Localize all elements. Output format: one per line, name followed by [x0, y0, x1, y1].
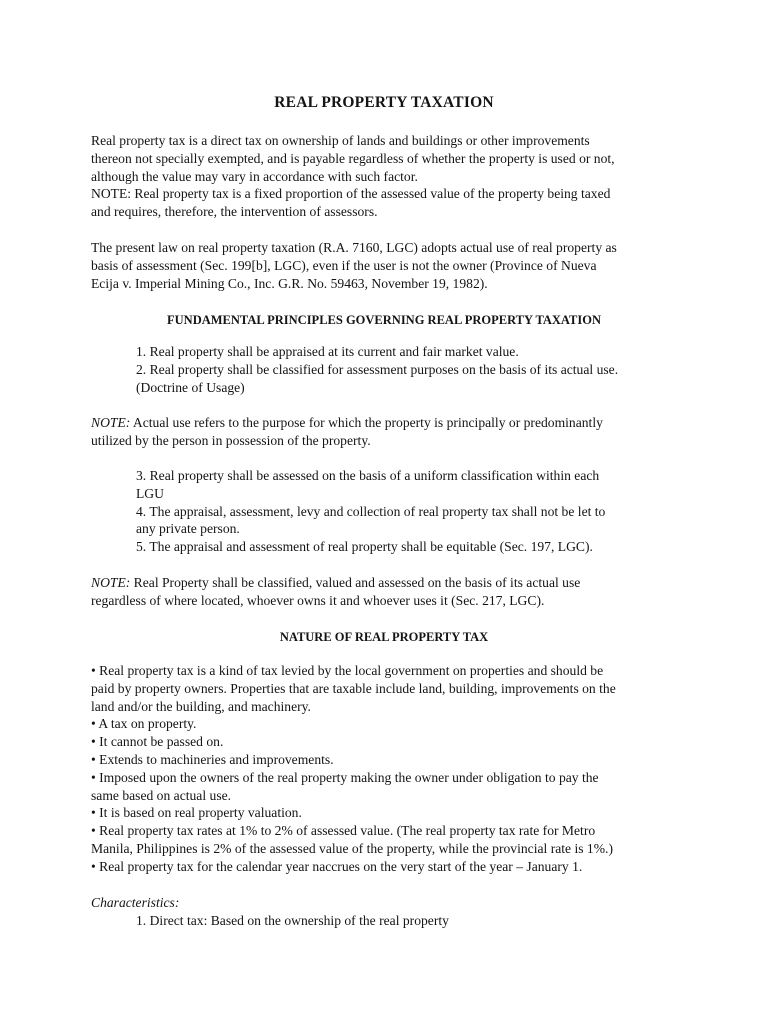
text-line: although the value may vary in accordance with such factor. — [91, 168, 418, 184]
note-label: NOTE: — [91, 575, 131, 590]
nature-bullet-list — [91, 662, 691, 876]
list-item: 1. Real property shall be appraised at its current and fair market value. — [136, 344, 519, 359]
list-item: 4. The appraisal, assessment, levy and collection of real property tax shall not be let to — [136, 503, 606, 519]
list-item: 1. Direct tax: Based on the ownership of the real property — [136, 913, 449, 928]
principles-heading: FUNDAMENTAL PRINCIPLES GOVERNING REAL PROPERTY TAXATION — [167, 313, 601, 327]
document-title: REAL PROPERTY TAXATION — [274, 94, 494, 111]
list-item: 2. Real property shall be classified for assessment purposes on the basis of its actual use. — [136, 361, 619, 377]
bullet-item: • Real property tax is a kind of tax levied by the local government on properties and should be — [91, 663, 604, 678]
list-item-continued: any private person. — [136, 521, 240, 537]
bullet-item-continued: land and/or the building, and machinery. — [91, 698, 311, 714]
text-line: NOTE: Real property tax is a fixed proportion of the assessed value of the property being taxed — [91, 186, 611, 202]
text-line: and requires, therefore, the intervention of assessors. — [91, 204, 378, 220]
bullet-item: • Real property tax rates at 1% to 2% of assessed value. (The real property tax rate for Metro — [91, 823, 596, 839]
section-label: Characteristics: — [91, 895, 180, 910]
bullet-item: • Extends to machineries and improvements. — [91, 751, 334, 767]
text-line: thereon not specially exempted, and is payable regardless of whether the property is used or not, — [91, 150, 615, 166]
characteristics-label — [91, 894, 691, 912]
list-item: 5. The appraisal and assessment of real property shall be equitable (Sec. 197, LGC). — [136, 539, 593, 555]
text-line: regardless of where located, whoever owns it and whoever uses it (Sec. 217, LGC). — [91, 592, 545, 608]
text-line — [91, 414, 691, 432]
bullet-item: • It is based on real property valuation. — [91, 805, 302, 821]
bullet-item-continued: Manila, Philippines is 2% of the assessed value of the property, while the provincial rate is 1%.) — [91, 840, 613, 856]
bullet-item-continued: paid by property owners. Properties that are taxable include land, building, improvements on the — [91, 680, 616, 696]
intro-paragraph — [91, 132, 691, 221]
bullet-item: • A tax on property. — [91, 716, 197, 732]
note-label: NOTE: — [91, 415, 131, 430]
principles-list-a — [136, 343, 676, 396]
note-text: Real Property shall be classified, valued and assessed on the basis of its actual use — [130, 575, 581, 590]
note-classification — [91, 574, 691, 610]
note-text: Actual use refers to the purpose for which the property is principally or predominantly — [130, 415, 603, 430]
text-line: Ecija v. Imperial Mining Co., Inc. G.R. No. 59463, November 19, 1982). — [91, 275, 488, 291]
characteristics-list — [136, 912, 676, 930]
text-line — [91, 574, 691, 592]
text-line: The present law on real property taxation (R.A. 7160, LGC) adopts actual use of real property as — [91, 240, 617, 255]
text-line: utilized by the person in possession of the property. — [91, 432, 371, 448]
list-item: 3. Real property shall be assessed on the basis of a uniform classification within each — [136, 468, 600, 483]
bullet-item: • It cannot be passed on. — [91, 734, 224, 750]
list-item-continued: (Doctrine of Usage) — [136, 379, 245, 395]
note-actual-use — [91, 414, 691, 450]
text-line: Real property tax is a direct tax on ownership of lands and buildings or other improvements — [91, 133, 590, 148]
bullet-item: • Real property tax for the calendar year naccrues on the very start of the year – January 1. — [91, 858, 583, 874]
bullet-item-continued: same based on actual use. — [91, 787, 232, 803]
text-line: basis of assessment (Sec. 199[b], LGC), even if the user is not the owner (Province of Nueva — [91, 257, 597, 273]
bullet-item: • Imposed upon the owners of the real property making the owner under obligation to pay the — [91, 769, 599, 785]
present-law-paragraph — [91, 239, 691, 292]
list-item-continued: LGU — [136, 485, 164, 501]
principles-list-b — [136, 467, 676, 556]
nature-heading: NATURE OF REAL PROPERTY TAX — [279, 630, 489, 644]
